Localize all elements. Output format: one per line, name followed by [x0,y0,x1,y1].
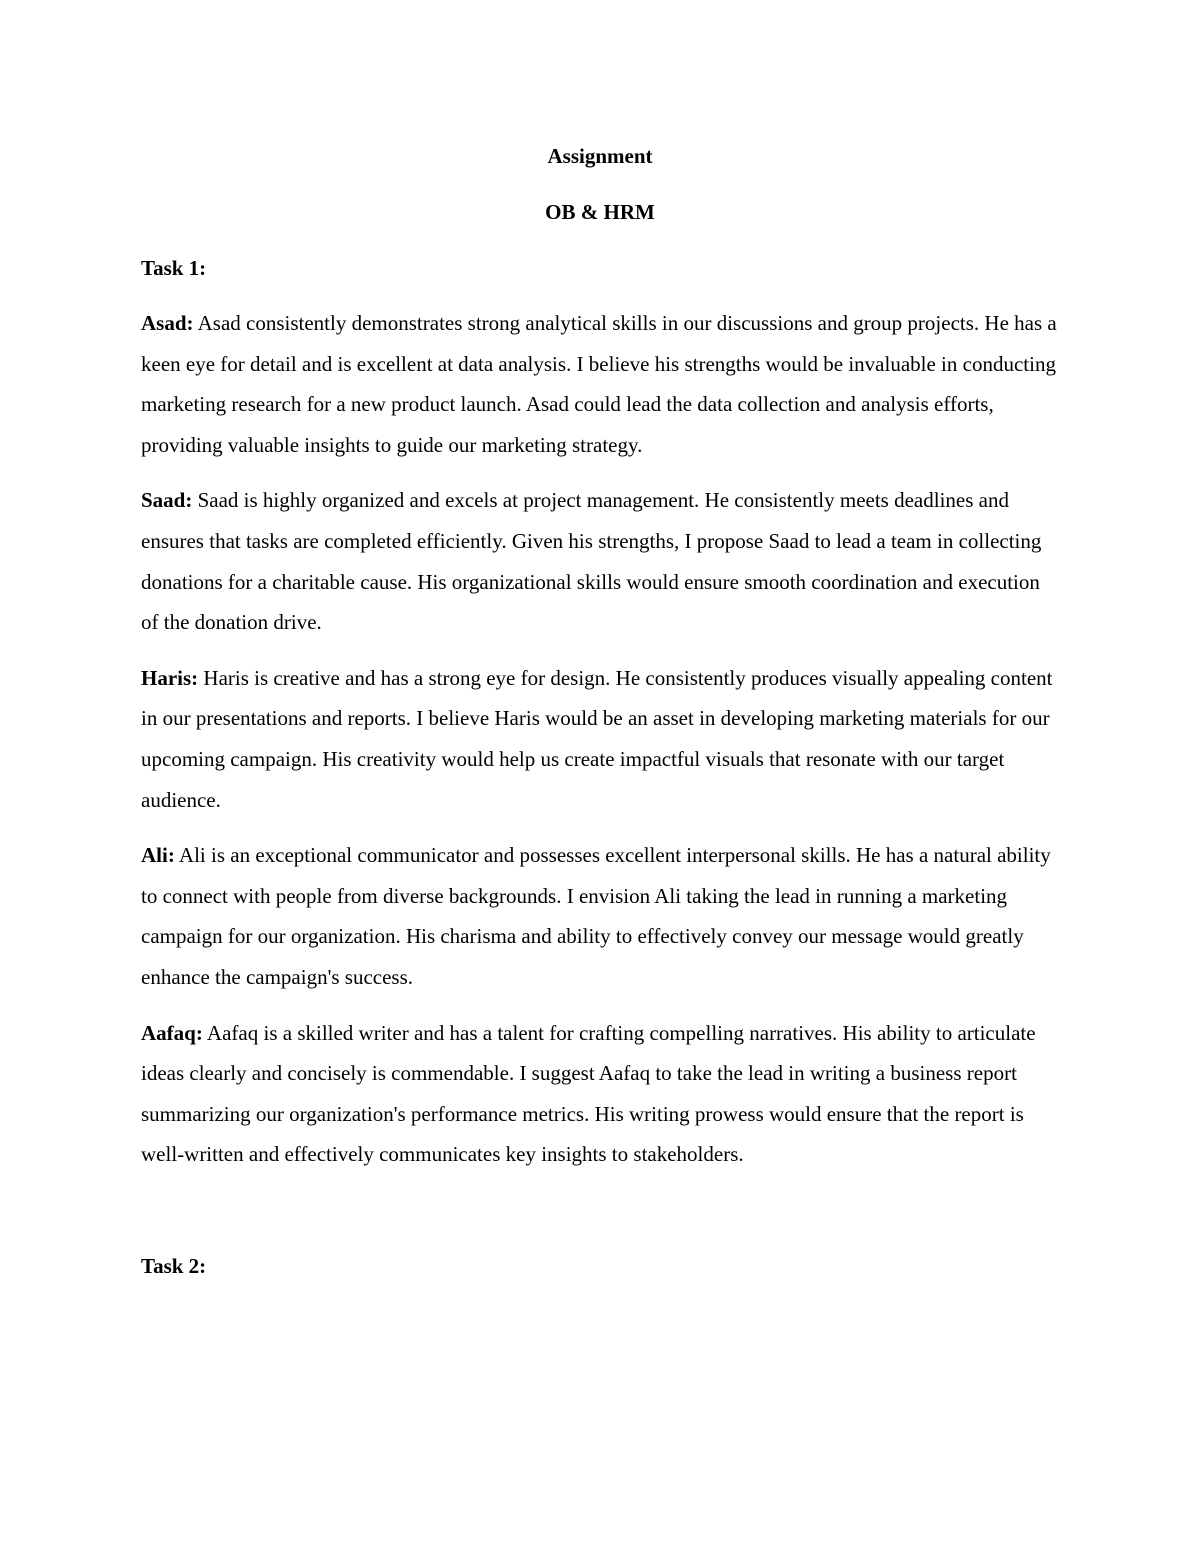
paragraph-aafaq [141,1013,1059,1175]
document-subtitle: OB & HRM [545,200,655,224]
paragraph-name-asad: Asad: [141,311,194,335]
paragraph-name-aafaq: Aafaq: [141,1020,203,1045]
paragraph-text-ali: Ali is an exceptional communicator and possesses excellent interpersonal skills. He has a natural ability to connect with people from diverse backgrounds. I envision Ali taking the lead in running a marketing campaign for our organization. His charisma and ability to effectively convey our message would greatly enhance the campaign's success. [141,843,1051,989]
paragraph-ali [141,835,1059,997]
task-2-heading: Task 2: [141,1253,207,1278]
paragraph-text-haris: Haris is creative and has a strong eye for design. He consistently produces visually appealing content in our presentations and reports. I believe Haris would be an asset in developing marketing materials for our upcoming campaign. His creativity would help us create impactful visuals that resonate with our target audience. [141,665,1053,812]
document-body [141,141,1059,1281]
task-1-heading: Task 1: [141,256,207,280]
paragraph-name-saad: Saad: [141,488,193,513]
paragraph-text-aafaq: Aafaq is a skilled writer and has a talent for crafting compelling narratives. His ability to articulate ideas clearly and concisely is commendable. I suggest Aafaq to take the lead in writing a business report summarizing our organization's performance metrics. His writing prowess would ensure that the report is well-written and effectively communicates key insights to stakeholders. [141,1020,1036,1167]
paragraph-text-saad: Saad is highly organized and excels at project management. He consistently meets deadlines and ensures that tasks are completed efficiently. Given his strengths, I propose Saad to lead a team in collecting donations for a charitable cause. His organizational skills would ensure smooth coordination and execution of the donation drive. [141,488,1042,635]
document-title: Assignment [547,144,653,168]
paragraph-name-haris: Haris: [141,665,199,690]
paragraph-haris [141,658,1059,820]
paragraph-asad [141,303,1059,465]
paragraph-saad [141,480,1059,642]
paragraph-text-asad: Asad consistently demonstrates strong analytical skills in our discussions and group projects. He has a keen eye for detail and is excellent at data analysis. I believe his strengths would be invaluable in conducting marketing research for a new product launch. Asad could lead the data collection and analysis efforts, providing valuable insights to guide our marketing strategy. [141,311,1057,457]
paragraph-name-ali: Ali: [141,843,175,868]
